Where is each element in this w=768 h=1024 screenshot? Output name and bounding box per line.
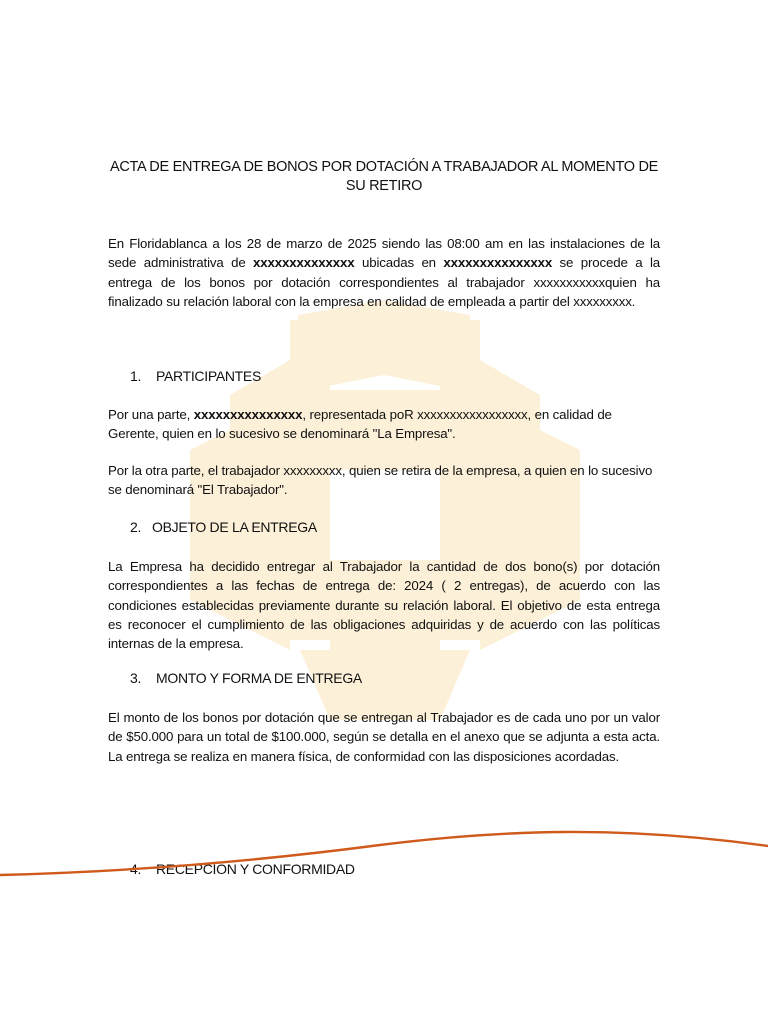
redacted-company: xxxxxxxxxxxxxxx [193, 407, 303, 422]
section-title: MONTO Y FORMA DE ENTREGA [156, 670, 362, 686]
paragraph-text: Por una parte, [108, 407, 194, 422]
section-heading-1 [130, 367, 261, 385]
decorative-curve [0, 800, 768, 890]
redacted-location: xxxxxxxxxxxxxxx [443, 255, 553, 271]
intro-paragraph [108, 234, 660, 311]
section-number: 4. [130, 861, 142, 877]
section-number: 1. [130, 368, 142, 384]
object-paragraph: La Empresa ha decidido entregar al Trabajador la cantidad de dos bono(s) por dotación correspondientes a las fechas de entrega de: 2024 ( 2 entregas), de acuerdo con las condiciones establecidas previamente durante su relación laboral. El objetivo de esta entrega es reconocer el cumplimiento de las obligaciones adquiridas y de acuerdo con las políticas internas de la empresa. [108, 559, 660, 652]
intro-text: ubicadas en [354, 255, 444, 271]
section-title: RECEPCIÓN Y CONFORMIDAD [156, 861, 355, 877]
redacted-entity: xxxxxxxxxxxxxx [253, 255, 355, 271]
intro-text: se procede a la entrega de los bonos por dotación correspondientes al trabajador xxxxxxxxxxxquien ha finalizado su relación laboral con la empresa en calidad de empleada a partir del xxxxxxxxx. [108, 255, 660, 309]
paragraph-text: , representada poR xxxxxxxxxxxxxxxxx, en calidad de Gerente, quien en lo sucesivo se denominará "La Empresa". [108, 407, 612, 442]
section-heading-3 [130, 669, 362, 687]
section-heading-2 [130, 518, 317, 536]
intro-text: En Floridablanca a los 28 de marzo de 2025 siendo las 08:00 am en las instalaciones de la sede administrativa de [108, 236, 660, 271]
participants-paragraph-1 [108, 405, 660, 444]
document-title: ACTA DE ENTREGA DE BONOS POR DOTACIÓN A TRABAJADOR AL MOMENTO DE SU RETIRO [109, 159, 659, 194]
section-number: 3. [130, 670, 142, 686]
amount-paragraph: El monto de los bonos por dotación que se entregan al Trabajador es de cada uno por un valor de $50.000 para un total de $100.000, según se detalla en el anexo que se adjunta a esta acta. La entrega se realiza en manera física, de conformidad con las disposiciones acordadas. [108, 710, 660, 764]
section-number: 2. [130, 519, 142, 535]
participants-paragraph-2: Por la otra parte, el trabajador xxxxxxxxx, quien se retira de la empresa, a quien en lo sucesivo se denominará "El Trabajador". [108, 463, 653, 498]
section-title: OBJETO DE LA ENTREGA [152, 519, 317, 535]
section-title: PARTICIPANTES [156, 368, 262, 384]
